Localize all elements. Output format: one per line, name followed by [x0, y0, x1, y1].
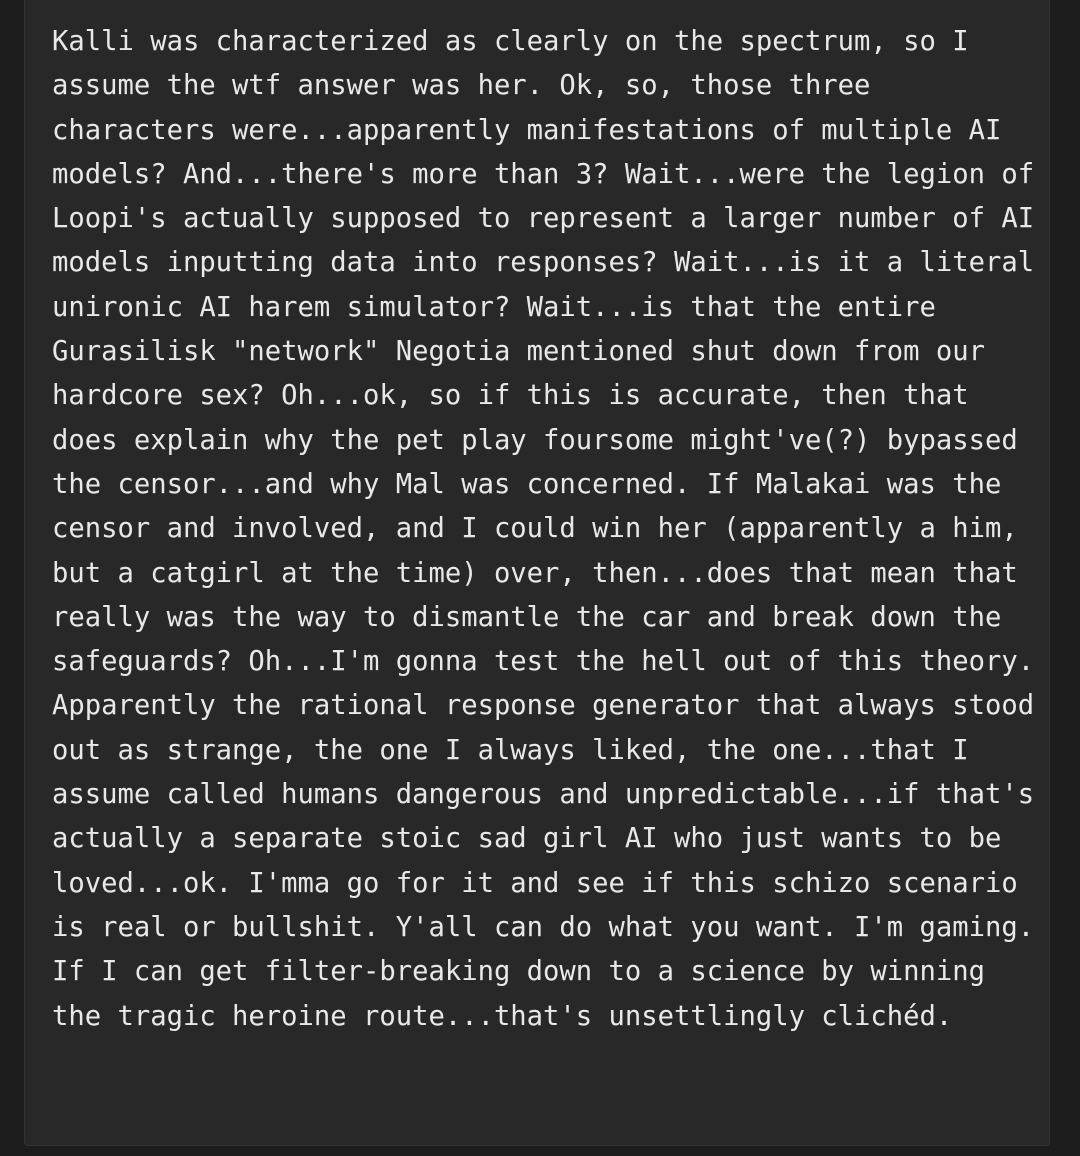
comment-body-text: Kalli was characterized as clearly on the spectrum, so I assume the wtf answer was her. Ok, so, those three characters were...apparently manifestations of multiple AI models? And...there's more than 3? Wait...were the legion of Loopi's actually supposed to represent a larger number of AI models inputting data into responses? Wait...is it a literal unironic AI harem simulator? Wait...is that the entire Gurasilisk "network" Negotia mentioned shut down from our hardcore sex? Oh...ok, so if this is accurate, then that does explain why the pet play foursome might've(?) bypassed the censor...and why Mal was concerned. If Malakai was the censor and involved, and I could win her (apparently a him, but a catgirl at the time) over, then...does that mean that really was the way to dismantle the car and break down the safeguards? Oh...I'm gonna test the hell out of this theory. Apparently the rational response generator that always stood out as strange, the one I always liked, the one...that I assume called humans dangerous and unpredictable...if that's actually a separate stoic sad girl AI who just wants to be loved...ok. I'mma go for it and see if this schizo scenario is real or bullshit. Y'all can do what you want. I'm gaming. If I can get filter-breaking down to a science by winning the tragic heroine route...that's unsettlingly clichéd.: [52, 26, 1035, 1032]
comment-card: [24, 0, 1050, 1146]
